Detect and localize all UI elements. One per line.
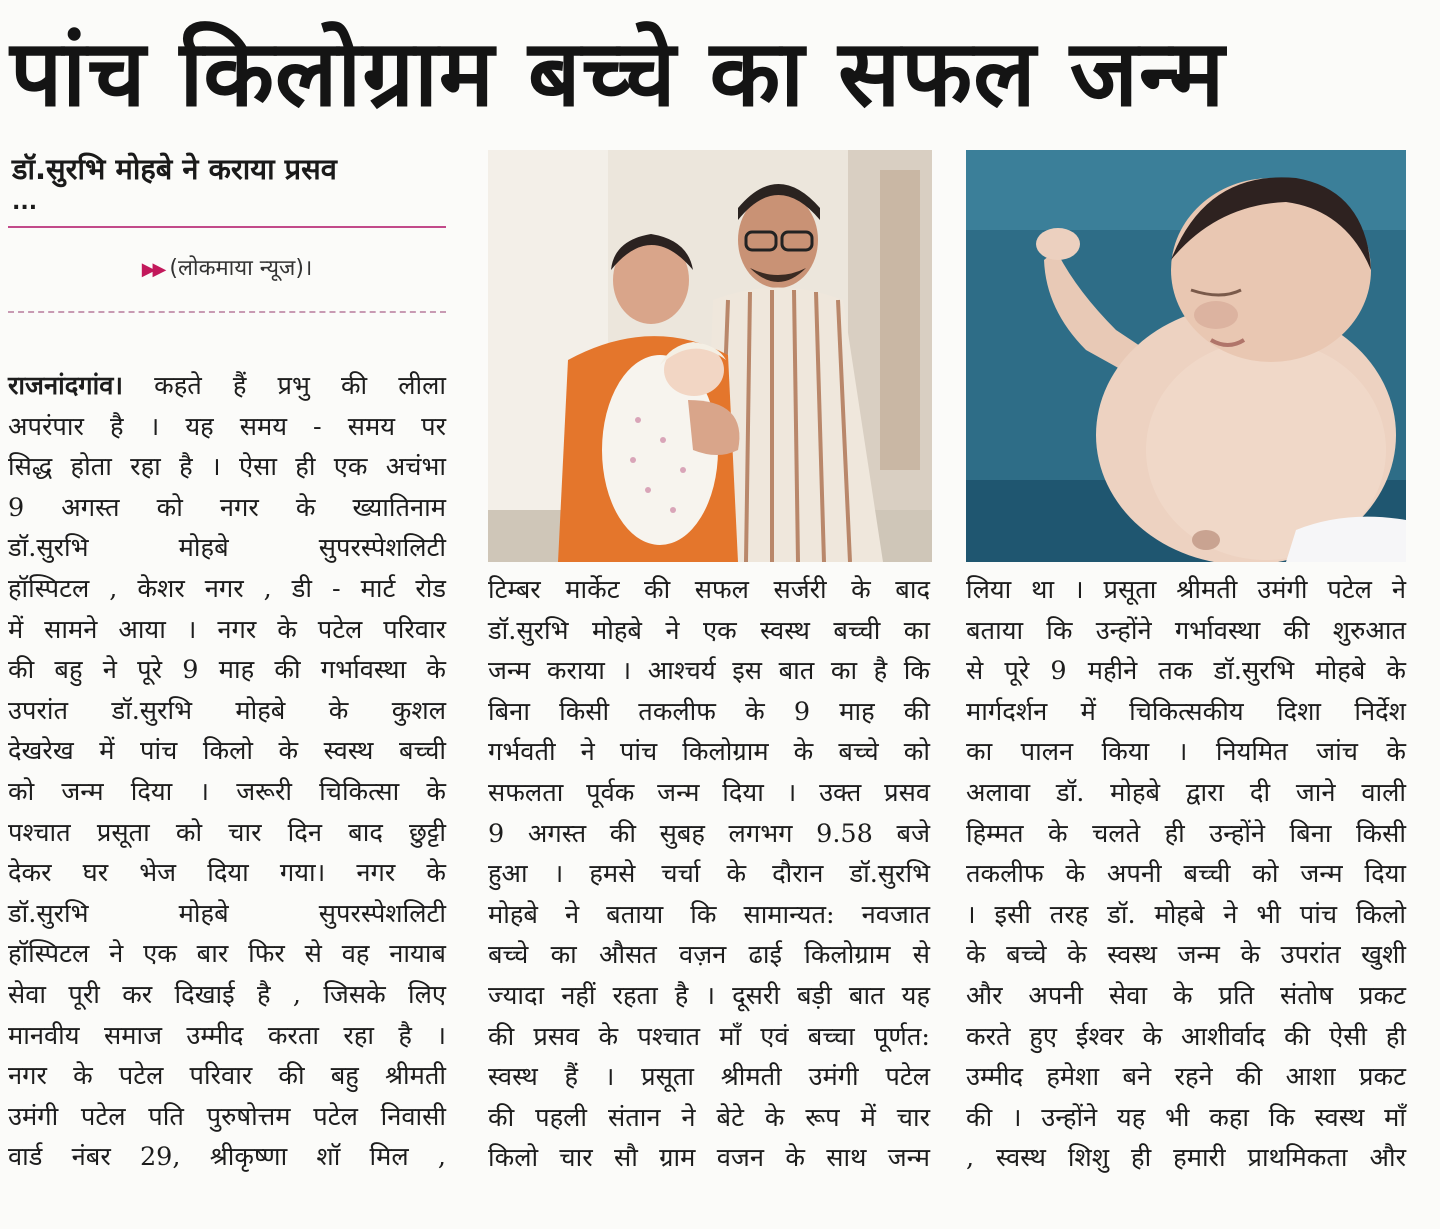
text-line	[488, 1017, 930, 1058]
text-line	[966, 814, 1406, 855]
text-line-content: सेवा पूरी कर दिखाई है , जिसके लिए	[8, 979, 446, 1010]
photo-parents-with-newborn	[488, 150, 932, 562]
text-line	[8, 975, 446, 1016]
text-line	[488, 570, 930, 611]
text-line-content: ज्यादा नहीं रहता है । दूसरी बड़ी बात यह	[488, 980, 930, 1011]
text-line-content: हुआ । हमसे चर्चा के दौरान डॉ.सुरभि	[488, 859, 930, 890]
text-line	[8, 407, 446, 448]
text-line	[8, 772, 446, 813]
text-line	[488, 1057, 930, 1098]
text-line	[488, 692, 930, 733]
text-line-content: मार्गदर्शन में चिकित्सकीय दिशा निर्देश	[966, 696, 1406, 727]
text-line-content: देकर घर भेज दिया गया। नगर के	[8, 858, 446, 889]
text-line-content: तकलीफ के अपनी बच्ची को जन्म दिया	[966, 859, 1406, 890]
text-line	[8, 894, 446, 935]
text-line	[966, 692, 1406, 733]
text-line	[8, 1016, 446, 1057]
text-line	[8, 731, 446, 772]
text-line	[8, 528, 446, 569]
text-line	[966, 1138, 1406, 1179]
text-line-content: गर्भवती ने पांच किलोग्राम के बच्चे को	[488, 737, 930, 768]
text-line	[966, 611, 1406, 652]
text-line	[966, 651, 1406, 692]
byline	[8, 254, 446, 285]
text-line	[8, 934, 446, 975]
text-line-content: स्वस्थ हैं । प्रसूता श्रीमती उमंगी पटेल	[488, 1062, 930, 1093]
text-line	[488, 773, 930, 814]
dashed-divider	[8, 311, 446, 313]
article-column-1	[8, 366, 446, 1178]
text-line	[8, 447, 446, 488]
double-arrow-icon: ▶▶	[141, 259, 164, 280]
text-line	[8, 488, 446, 529]
text-line-content: बच्चे का औसत वज़न ढाई किलोग्राम से	[488, 940, 930, 971]
text-line	[8, 650, 446, 691]
byline-text: (लोकमाया न्यूज)।	[169, 256, 313, 281]
text-line-content: उमंगी पटेल पति पुरुषोत्तम पटेल निवासी	[8, 1101, 446, 1132]
text-line-content: नगर के पटेल परिवार की बहु श्रीमती	[8, 1061, 446, 1092]
text-line	[8, 366, 446, 407]
dateline: राजनांदगांव।	[8, 371, 124, 401]
text-line-content: की । उन्होंने यह भी कहा कि स्वस्थ माँ	[966, 1102, 1406, 1133]
text-line	[488, 651, 930, 692]
text-line-content: , स्वस्थ शिशु ही हमारी प्राथमिकता और	[966, 1143, 1406, 1174]
text-line	[8, 1097, 446, 1138]
text-line-content: उम्मीद हमेशा बने रहने की आशा प्रकट	[966, 1062, 1406, 1093]
text-line-content: अपरंपार है । यह समय - समय पर	[8, 411, 446, 442]
text-line-content: । इसी तरह डॉ. मोहबे ने भी पांच किलो	[966, 899, 1406, 930]
article-column-2	[488, 570, 930, 1179]
text-line	[966, 935, 1406, 976]
text-line	[966, 1098, 1406, 1139]
text-line-content: की प्रसव के पश्चात माँ एवं बच्चा पूर्णत:	[488, 1021, 930, 1052]
text-line-content: 9 अगस्त की सुबह लगभग 9.58 बजे	[488, 818, 930, 849]
text-line	[488, 1138, 930, 1179]
text-line	[488, 732, 930, 773]
article-column-3	[966, 570, 1406, 1179]
text-line-content: डॉ.सुरभि मोहबे सुपरस्पेशलिटी	[8, 533, 446, 564]
text-line-content: को जन्म दिया । जरूरी चिकित्सा के	[8, 776, 446, 807]
text-line-content: किलो चार सौ ग्राम वजन के साथ जन्म	[488, 1143, 930, 1174]
text-line	[488, 854, 930, 895]
article-header	[8, 150, 446, 313]
text-line	[966, 1057, 1406, 1098]
text-line	[966, 1017, 1406, 1058]
text-line-content: जन्म कराया । आश्चर्य इस बात का है कि	[488, 656, 930, 687]
text-line	[488, 976, 930, 1017]
text-line-content: 9 अगस्त को नगर के ख्यातिनाम	[8, 492, 446, 523]
text-line-content: मोहबे ने बताया कि सामान्यत: नवजात	[488, 899, 930, 930]
text-line-content: उपरांत डॉ.सुरभि मोहबे के कुशल	[8, 695, 446, 726]
text-line-content: में सामने आया । नगर के पटेल परिवार	[8, 614, 446, 645]
text-line	[966, 732, 1406, 773]
text-line	[488, 611, 930, 652]
text-line-content: डॉ.सुरभि मोहबे ने एक स्वस्थ बच्ची का	[488, 615, 930, 646]
text-line	[488, 814, 930, 855]
text-line-content: डॉ.सुरभि मोहबे सुपरस्पेशलिटी	[8, 898, 446, 929]
text-line-content: बताया कि उन्होंने गर्भावस्था की शुरुआत	[966, 615, 1406, 646]
text-line-content: वार्ड नंबर 29, श्रीकृष्णा शॉ मिल ,	[8, 1142, 446, 1173]
text-line-content: बिना किसी तकलीफ के 9 माह की	[488, 696, 930, 727]
text-line-content: से पूरे 9 महीने तक डॉ.सुरभि मोहबे के	[966, 656, 1406, 687]
text-line-content: का पालन किया । नियमित जांच के	[966, 737, 1406, 768]
text-line-content: कहते हैं प्रभु की लीला	[123, 371, 446, 401]
text-line	[488, 1098, 930, 1139]
text-line	[8, 813, 446, 854]
text-line-content: हॉस्पिटल ने एक बार फिर से वह नायाब	[8, 939, 446, 970]
text-line	[8, 853, 446, 894]
text-line	[8, 610, 446, 651]
text-line-content: करते हुए ईश्वर के आशीर्वाद की ऐसी ही	[966, 1021, 1406, 1052]
text-line-content: अलावा डॉ. मोहबे द्वारा दी जाने वाली	[966, 777, 1406, 808]
photo-newborn-baby	[966, 150, 1406, 562]
text-line-content: पश्चात प्रसूता को चार दिन बाद छुट्टी	[8, 817, 446, 848]
text-line-content: हिम्मत के चलते ही उन्होंने बिना किसी	[966, 818, 1406, 849]
text-line-content: देखरेख में पांच किलो के स्वस्थ बच्ची	[8, 736, 446, 767]
text-line	[8, 1056, 446, 1097]
text-line-content: टिम्बर मार्केट की सफल सर्जरी के बाद	[488, 575, 930, 605]
text-line	[966, 895, 1406, 936]
text-line	[8, 569, 446, 610]
text-line-content: की बहु ने पूरे 9 माह की गर्भावस्था के	[8, 655, 446, 686]
text-line-content: मानवीय समाज उम्मीद करता रहा है ।	[8, 1020, 446, 1051]
text-line	[966, 854, 1406, 895]
text-line-content: सिद्ध होता रहा है । ऐसा ही एक अचंभा	[8, 452, 446, 483]
text-line-content: के बच्चे के स्वस्थ जन्म के उपरांत खुशी	[966, 940, 1406, 971]
text-line-content: हॉस्पिटल , केशर नगर , डी - मार्ट रोड	[8, 573, 446, 604]
text-line	[966, 773, 1406, 814]
subheadline: डॉ.सुरभि मोहबे ने कराया प्रसव	[12, 152, 337, 186]
text-line	[8, 691, 446, 732]
text-line-content: सफलता पूर्वक जन्म दिया । उक्त प्रसव	[488, 777, 930, 808]
text-line-content: लिया था । प्रसूता श्रीमती उमंगी पटेल ने	[966, 575, 1406, 605]
text-line	[488, 935, 930, 976]
subheadline-ellipsis: ...	[12, 190, 38, 215]
text-line-content: और अपनी सेवा के प्रति संतोष प्रकट	[966, 980, 1406, 1011]
text-line	[966, 976, 1406, 1017]
text-line	[488, 895, 930, 936]
text-line-content: की पहली संतान ने बेटे के रूप में चार	[488, 1102, 930, 1133]
headline: पांच किलोग्राम बच्चे का सफल जन्म	[10, 20, 1226, 127]
text-line	[8, 1137, 446, 1178]
divider	[8, 226, 446, 228]
text-line	[966, 570, 1406, 611]
